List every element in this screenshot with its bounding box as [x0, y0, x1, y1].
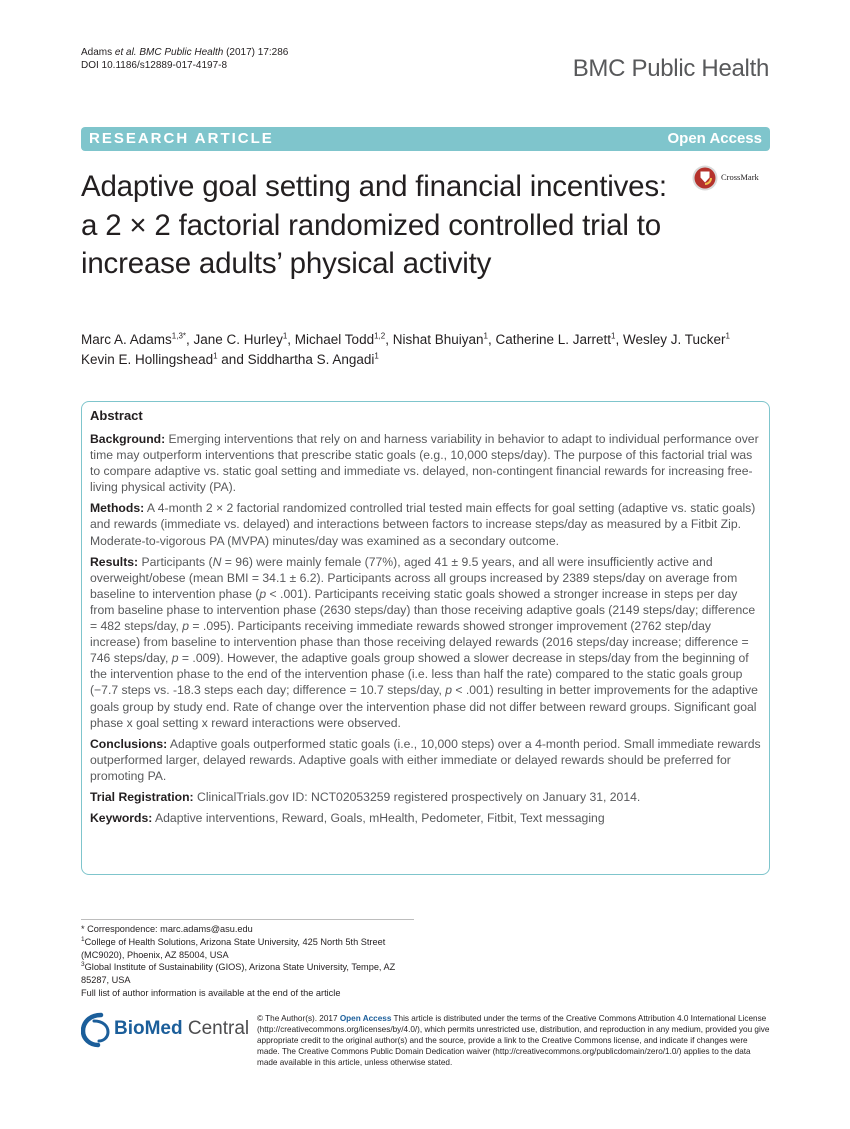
author-name: , Michael Todd	[287, 332, 375, 347]
affiliation-3	[81, 961, 421, 987]
biomed-central-swoosh-icon	[81, 1012, 113, 1048]
author-affiliation: 1,2	[374, 331, 386, 341]
author-affiliation: 1	[611, 331, 616, 341]
open-access-label: Open Access	[667, 130, 762, 147]
section-text: = .095). Participants receiving immediate rewards showed stronger improvement (2762 step/day increase) from baseline to intervention phase than those receiving delayed rewards (2016 steps/day increase; difference = 746 steps/day,	[90, 619, 749, 666]
citation-etal: et al.	[114, 47, 137, 58]
wordmark-biomed: BioMed	[114, 1018, 183, 1039]
section-text: Adaptive interventions, Reward, Goals, mHealth, Pedometer, Fitbit, Text messaging	[152, 811, 605, 826]
crossmark-icon	[691, 164, 721, 192]
affiliation-number: 3	[81, 961, 85, 969]
journal-brand: BMC Public Health	[572, 55, 769, 82]
author-name: and Siddhartha S. Angadi	[217, 352, 375, 367]
article-title: Adaptive goal setting and financial incentives: a 2 × 2 factorial randomized controlled trial to increase adults’ physical activity	[81, 170, 667, 280]
license-text: This article is distributed under the terms of the Creative Commons Attribution 4.0 International License (http://creativecommons.org/licenses/by/4.0/), which permits unrestricted use, distribution, and reproduction in any medium, provided you give appropriate credit to the original author(s) and the source, provide a link to the Creative Commons license, and indicate if changes were made. The Creative Commons Public Domain Dedication waiver (http://creativecommons.org/publicdomain/zero/1.0/) applies to the data made available in this article, unless otherwise stated.	[257, 1014, 770, 1068]
doi[interactable]: DOI 10.1186/s12889-017-4197-8	[81, 60, 228, 71]
license-open-access: Open Access	[339, 1014, 392, 1023]
footnote-divider	[81, 919, 414, 920]
abstract-background	[90, 431, 761, 495]
italic-symbol: p	[182, 619, 190, 634]
section-text: = 96) were mainly female (77%), aged 41 ± 9.5 years, and all were insufficiently active and overweight/obese (mean BMI = 34.1 ± 6.2). Participants across all groups increased by 2389 steps/day on average from baseline to intervention phase (	[90, 554, 738, 601]
section-text: < .001) resulting in better improvements for the adaptive goals group by study end. Rate of change over the intervention phase did not differ between reward groups. Significant goal phase x goal setting x reward interactions were observed.	[90, 683, 758, 730]
section-label: Keywords:	[90, 811, 153, 826]
affiliation-number: 1	[81, 935, 85, 943]
section-label: Trial Registration:	[90, 789, 194, 804]
author-affiliation: 1	[213, 351, 218, 361]
citation-authors: Adams	[81, 47, 115, 58]
license-statement	[257, 1013, 772, 1068]
author-affiliation: 1,3*	[171, 331, 187, 341]
license-copyright: © The Author(s). 2017	[257, 1014, 340, 1023]
article-type-banner	[81, 127, 770, 151]
abstract-results	[90, 554, 761, 731]
author-name: , Jane C. Hurley	[186, 332, 283, 347]
author-affiliation: 1	[725, 331, 730, 341]
italic-symbol: N	[212, 554, 222, 569]
section-label: Conclusions:	[90, 736, 168, 751]
italic-symbol: p	[259, 586, 267, 601]
section-label: Results:	[90, 554, 139, 569]
article-type-label: RESEARCH ARTICLE	[89, 130, 274, 147]
section-text: < .001). Participants receiving static goals showed a stronger increase in steps per day from baseline phase to intervention phase (2630 steps/day) than those receiving adaptive goals (2149 steps/day; difference = 482 steps/day,	[90, 586, 756, 634]
affiliation-1	[81, 936, 421, 962]
section-text: Emerging interventions that rely on and harness variability in behavior to adapt to individual performance over time may outperform interventions that prescribe static goals (e.g., 10,000 steps/day). The purpose of this factorial trial was to compare adaptive vs. static goal setting and immediate vs. delayed, non-contingent financial rewards for increasing free-living physical activity (PA).	[90, 432, 759, 495]
affiliation-text: College of Health Solutions, Arizona State University, 425 North 5th Street (MC9020), Phoenix, AZ 85004, USA	[81, 936, 386, 960]
abstract-trial-registration	[90, 789, 761, 805]
full-author-info-note: Full list of author information is available at the end of the article	[81, 987, 341, 998]
author-name: , Nishat Bhuiyan	[385, 332, 484, 347]
section-text: ClinicalTrials.gov ID: NCT02053259 registered prospectively on January 31, 2014.	[193, 789, 641, 804]
correspondence[interactable]: * Correspondence: marc.adams@asu.edu	[81, 924, 253, 934]
section-text: = .009). However, the adaptive goals group showed a slower decrease in steps/day from the beginning of the intervention phase to the end of the intervention phase (i.e. less than half the rate) compared to the static goals group (−7.7 steps vs. -18.3 steps each day; difference = 10.7 steps/day,	[90, 651, 749, 698]
italic-symbol: p	[171, 651, 179, 666]
author-name: , Catherine L. Jarrett	[487, 332, 612, 347]
section-text: Participants (	[138, 554, 213, 569]
section-text: Adaptive goals outperformed static goals (i.e., 10,000 steps) over a 4-month period. Small immediate rewards outperformed larger, delayed rewards. Adaptive goals with either immediate or delayed rewards should be preferred for promoting PA.	[90, 736, 761, 783]
crossmark-button[interactable]	[691, 164, 771, 192]
section-text: A 4-month 2 × 2 factorial randomized controlled trial tested main effects for goal setting (adaptive vs. static goals) and rewards (immediate vs. delayed) and interactions between factors to increase steps/day as measured by a Fitbit Zip. Moderate-to-vigorous PA (MVPA) minutes/day was examined as a secondary outcome.	[90, 501, 756, 548]
citation-journal: BMC Public Health	[136, 47, 224, 58]
section-label: Background:	[90, 432, 166, 446]
section-label: Methods:	[90, 501, 145, 516]
wordmark-central: Central	[182, 1018, 250, 1039]
biomed-central-wordmark	[114, 1018, 249, 1040]
abstract-heading: Abstract	[90, 408, 143, 423]
author-affiliation: 1	[374, 351, 379, 361]
abstract-methods	[90, 500, 761, 548]
biomed-central-logo[interactable]	[81, 1012, 250, 1048]
abstract-conclusions	[90, 736, 761, 784]
author-name: Marc A. Adams	[81, 332, 172, 347]
author-list	[81, 330, 771, 370]
abstract-keywords	[90, 810, 761, 826]
crossmark-label: CrossMark	[721, 172, 759, 182]
footnotes	[81, 923, 421, 1000]
author-name: Kevin E. Hollingshead	[81, 352, 214, 367]
citation-line	[81, 46, 288, 59]
author-name: , Wesley J. Tucker	[615, 332, 726, 347]
abstract-box	[81, 401, 770, 875]
author-affiliation: 1	[483, 331, 488, 341]
italic-symbol: p	[445, 683, 453, 698]
affiliation-text: Global Institute of Sustainability (GIOS), Arizona State University, Tempe, AZ 85287, USA	[81, 962, 396, 986]
citation-header	[81, 46, 288, 72]
citation-details: (2017) 17:286	[223, 47, 289, 58]
author-affiliation: 1	[282, 331, 288, 341]
